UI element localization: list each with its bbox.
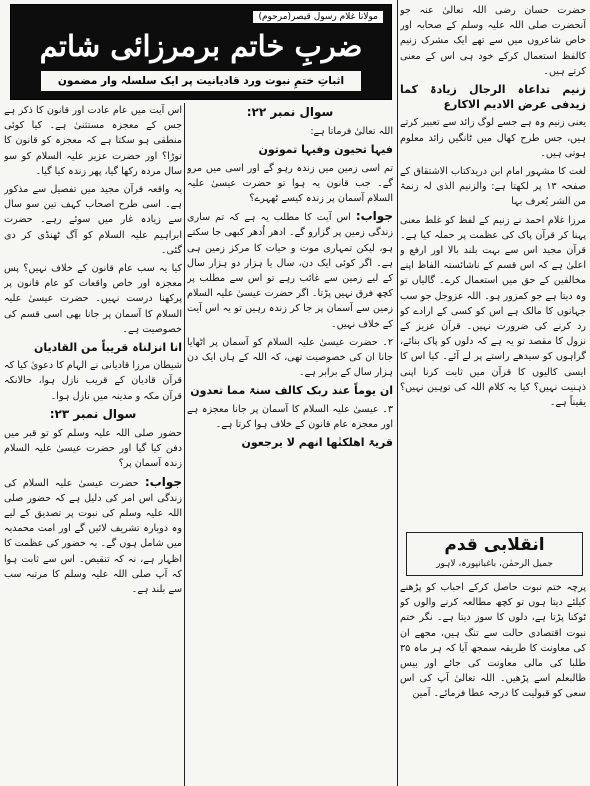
paragraph: ۳۔ عیسیٰ علیہ السلام کا آسمان پر جانا معجزہ ہے اور معجزہ عام قانون کے خلاف ہوا کرتا ہے۔ <box>187 403 393 430</box>
column-divider <box>184 103 185 786</box>
paragraph: کیا یہ سب عام قانون کے خلاف نہیں؟ پس معجزہ اور خاص واقعات کو عام قانون پر پرکھنا درست نہیں۔ حضرت عیسیٰ علیہ السلام کا آسمان پر جانا بھی اسی قسم کی خصوصیت ہے۔ <box>4 263 182 335</box>
column-divider <box>397 0 398 786</box>
paragraph: یعنی زنیم وہ ہے جسے لوگ زائد سے تعبیر کرتے ہیں، جس طرح کھال میں ٹانگیں زائد معلوم ہوتی ہیں۔ <box>400 117 586 159</box>
paragraph: تم اسی زمین میں زندہ رہو گے اور اسی میں مرو گے۔ جب قانون یہ ہوا تو حضرت عیسیٰ علیہ السلام آسمان پر زندہ کیسے ٹھہرے؟ <box>187 162 393 205</box>
sidebar-article-header <box>406 532 583 576</box>
question-heading: سوال نمبر ۲۳: <box>49 406 137 421</box>
paragraph: ۲۔ حضرت عیسیٰ علیہ السلام کو آسمان پر اٹھایا جانا ان کی خصوصیت تھی، کہ اللہ کے ہاں ایک دن ہزار سال کے برابر ہے۔ <box>187 336 393 379</box>
right-lower-column <box>400 580 586 786</box>
article-title: ضربِ خاتم برمرزائی شاتم <box>39 29 363 63</box>
article-banner <box>10 4 392 100</box>
author-tag: مولانا غلام رسول قیصر(مرحوم) <box>253 11 383 23</box>
arabic-verse: فیہا تحیون وفیہا تموتون <box>258 143 393 157</box>
paragraph: اللہ تعالیٰ فرماتا ہے: <box>310 126 393 138</box>
paragraph: مرزا غلام احمد نے زنیم کے لفظ کو غلط معنی پہنا کر قرآن پاک کی عظمت پر حملہ کیا ہے۔ قرآن مجید اس سے بہت بلند بالا اور ارفع و اعلیٰ ہے کہ اس قسم کے ناشائستہ الفاظ اپنے مخالفین کے حق میں استعمال کرے۔ گالیاں تو وہ دیتا ہے جو کمزور ہو۔ اللہ عزوجل جو سب جہانوں کا مالک ہے اس کو کسی کے ارادے کو رد کرنے کی ضرورت نہیں۔ قرآن عزیز کے نزول کا مقصد تو یہ ہے کہ دلوں کو پاک بنائے، گراہوں کو سیدھے راستے پر لے آئے۔ کیا اس کا ایسی کالیوں کا قرآن میں ثابت کرنا اپنی ذہنیت نہیں؟ کیا یہ کلام اللہ کی توہین نہیں؟ یقیناً ہے۔ <box>400 214 586 409</box>
left-column <box>4 103 182 786</box>
paragraph: یہ واقعہ قرآن مجید میں تفصیل سے مذکور ہے۔ اسی طرح اصحاب کہف تین سو سال سے زیادہ غار میں سوئے رہے۔ حضرت ابراہیم علیہ السلام کو آگ ٹھنڈی کر دی گئی۔ <box>4 184 182 256</box>
paragraph: پرچہ ختم نبوت حاصل کرکے احباب کو پڑھنے کیلئے دیتا ہوں تو کچھ مطالعہ کرنے والوں کو ٹوکنا پڑتا ہے، دلوں کا سوز دیتا ہے۔ نگر ختم نبوت اقتصادی حالت سے تنگ ہیں، مجھے ان کی معاونت کا طریقہ سمجھ آیا کہ ہر ماہ ۳۵ طلبا کی مالی معاونت کی جائے اور بیس طالبعلم اسے پڑھیں۔ اللہ تعالیٰ آپ کی اس سعی کو قبولیت کا درجہ عطا فرمائے۔ آمین <box>400 582 586 700</box>
paragraph: لغت کا مشہور امام ابن دریدکتاب الاشتقاق کے صفحہ ۱۳ پر لکھتا ہے: والزنیم الذی لہ زنمۃ من الشر یُعرف بہا <box>400 166 586 208</box>
paragraph: حضور صلی اللہ علیہ وسلم کو تو قبر میں دفن کیا گیا اور حضرت عیسیٰ علیہ السلام زندہ آسمان پر؟ <box>4 428 182 470</box>
answer-label: جواب: <box>355 209 393 224</box>
paragraph: حضرت حسان رضی اللہ تعالیٰ عنہ جو آنحضرت صلی اللہ علیہ وسلم کے صحابہ اور خاص شاعروں میں سے تھے ایک مشرک زنیم کالفظ استعمال کرکے خود ہی اس کے معنی کرتے ہیں۔ <box>400 5 586 77</box>
paragraph: شیطان مرزا قادیانی نے الہام کا دعویٰ کیا کہ قرآن قادیان کے قریب نازل ہوا، حالانکہ قرآن مکہ و مدینہ میں نازل ہوا۔ <box>4 360 182 402</box>
right-column <box>400 3 586 523</box>
question-heading: سوال نمبر ۲۲: <box>246 105 334 119</box>
answer-text: اس آیت کا مطلب یہ ہے کہ تم ساری زندگی زمین پر گزارو گے۔ ادھر اُدھر کبھی جا سکتے ہو، لیکن تمہاری موت و حیات کا مرکز زمین ہی ہے۔ اگر کوئی ایک دن، سال یا ہزار دو ہزار سال کے لیے زمین سے غائب رہے تو اس سے مطلب پر کچھ فرق نہیں پڑتا۔ اگر حضرت عیسیٰ علیہ السلام زمین سے آسمان پر جا کر زندہ رہیں تو یہ اس آیت کے خلاف نہیں۔ <box>187 212 393 330</box>
arabic-verse: زنیم تداعاہ الرجال زیادۃ کما زیدفی عرض الادیم الاکارع <box>400 83 586 112</box>
arabic-heading: انا انزلناہ قریباً من القادیان <box>33 341 182 355</box>
article-subtitle: اثباتِ ختمِ نبوت ورد قادیانیت پر ایک سلسلہ وار مضمون <box>41 71 361 91</box>
arabic-verse: ان یوماً عند ربک کالف سنۃ مما تعدون <box>190 384 393 398</box>
paragraph: اس آیت میں عام عادت اور قانون کا ذکر ہے جس کے معجزہ مستثنیٰ ہے۔ کیا کوئی منطقی ہو سکتا ہے کہ معجزہ کو قانون کا توڑا؟ اور حضرت عزیر علیہ السلام کو سو سال مردہ رکھا گیا، پھر زندہ کیا گیا۔ <box>4 105 182 177</box>
middle-column <box>187 103 393 786</box>
sidebar-article-title: انقلابی قدم <box>444 535 545 555</box>
arabic-verse: قریۃ اھلکنٰھا انھم لا یرجعون <box>241 436 393 450</box>
answer-text: حضرت عیسیٰ علیہ السلام کی زندگی اس امر کی دلیل ہے کہ حضور صلی اللہ علیہ وسلم کی نبوت پر تصدیق کے لیے وہ دوبارہ تشریف لائیں گے اور امت محمدیہ میں شامل ہوں گے۔ یہ حضور کی عظمت کا اظہار ہے، نہ کہ تنقیص۔ اس سے ثابت ہوا کہ آپ صلی اللہ علیہ وسلم کا مرتبہ سب سے بلند ہے۔ <box>4 477 182 596</box>
sidebar-article-byline: جمیل الرحمٰن، باغبانپورہ، لاہور <box>436 559 553 569</box>
answer-label: جواب: <box>144 474 182 489</box>
